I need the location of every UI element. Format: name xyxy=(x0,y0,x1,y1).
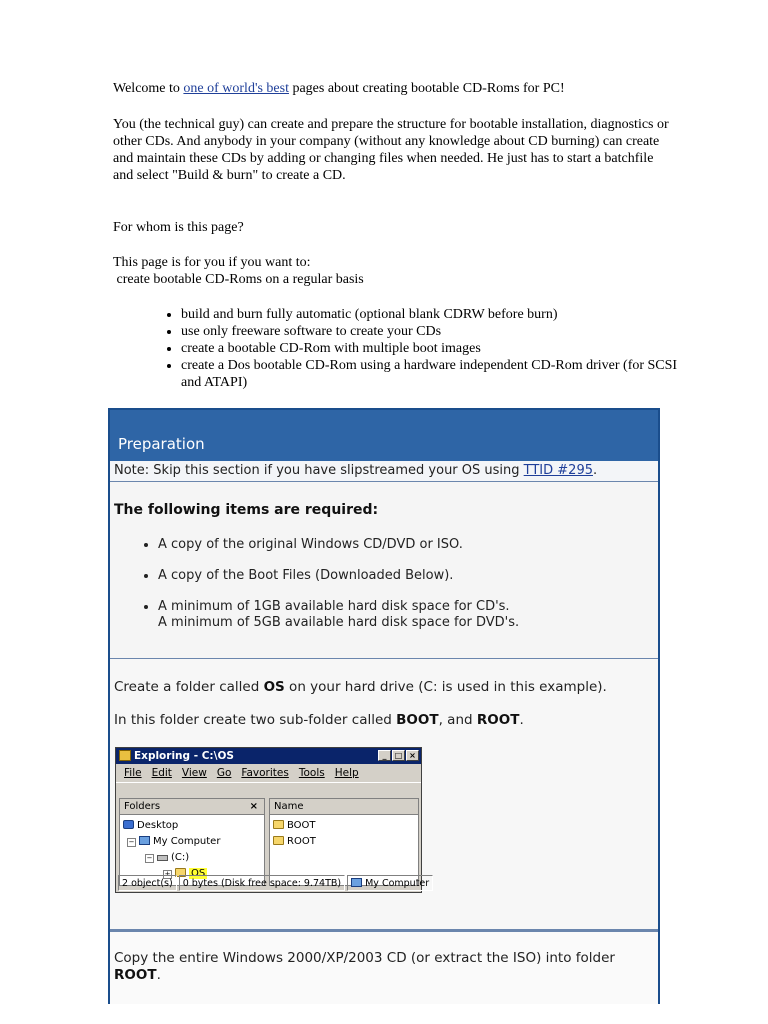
minimize-icon[interactable]: _ xyxy=(378,750,391,761)
copy-text xyxy=(114,950,654,984)
requirements-section xyxy=(110,482,658,659)
tree-item-drive-c[interactable] xyxy=(123,850,264,866)
copy-section xyxy=(110,930,658,1004)
list-item[interactable] xyxy=(273,818,418,834)
list-item: • create a Dos bootable CD-Rom using a hardware independent CD-Rom driver (for SCSI and ATAPI) xyxy=(181,357,681,391)
menu-edit[interactable]: Edit xyxy=(151,767,172,779)
preparation-title: Preparation xyxy=(110,410,658,461)
list-item xyxy=(158,599,598,631)
file-list xyxy=(270,815,418,850)
status-location xyxy=(347,875,433,891)
menu-tools[interactable]: Tools xyxy=(298,767,325,779)
list-item: • A copy of the original Windows CD/DVD or ISO. xyxy=(158,537,598,553)
intro-paragraph: You (the technical guy) can create and prepare the structure for bootable installation, diagnostics or other CDs. And anybody in your company (without any knowledge about CD burning) can create and maintain these CDs by adding or changing files when needed. He just has to start a batchfile and select "Build & burn" to create a CD. xyxy=(113,117,669,183)
tree-label: Desktop xyxy=(137,820,179,831)
for-you-line: This page is for you if you want to: xyxy=(113,255,311,270)
requirement-line: A minimum of 5GB available hard disk space for DVD's. xyxy=(158,615,520,630)
explorer-menubar xyxy=(116,764,421,783)
explorer-app-icon xyxy=(119,750,131,761)
status-objects: 2 object(s) xyxy=(118,875,177,891)
skip-note xyxy=(110,461,658,482)
menu-go[interactable]: Go xyxy=(216,767,232,779)
list-item: • use only freeware software to create your CDs xyxy=(181,323,681,340)
collapse-icon[interactable]: − xyxy=(128,838,135,846)
welcome-line xyxy=(113,80,673,97)
preparation-box xyxy=(108,408,660,1004)
feature-list xyxy=(142,306,681,391)
requirements-title: The following items are required: xyxy=(114,502,379,518)
text-segment: . xyxy=(519,712,524,728)
list-item[interactable] xyxy=(273,834,418,850)
subfolder-text xyxy=(114,712,654,729)
folder-tree xyxy=(120,815,264,882)
folder-icon xyxy=(273,820,284,829)
contents-pane xyxy=(269,798,419,886)
folder-section xyxy=(110,659,658,930)
menu-help[interactable]: Help xyxy=(334,767,359,779)
text-segment: on your hard drive (C: is used in this example). xyxy=(284,679,607,695)
menu-favorites[interactable]: Favorites xyxy=(241,767,289,779)
text-bold: ROOT xyxy=(476,712,520,728)
text-bold: OS xyxy=(263,679,285,695)
status-diskspace: 0 bytes (Disk free space: 9.74TB) xyxy=(179,875,345,891)
tree-label: OS xyxy=(191,868,206,879)
whom-heading: For whom is this page? xyxy=(113,220,244,235)
folders-header xyxy=(120,799,264,815)
status-bar xyxy=(118,875,430,891)
maximize-icon[interactable]: □ xyxy=(392,750,405,761)
list-item: • A copy of the Boot Files (Downloaded Below). xyxy=(158,568,598,584)
file-label: BOOT xyxy=(287,820,316,831)
best-pages-link[interactable]: one of world's best xyxy=(183,81,289,96)
list-item: • create a bootable CD-Rom with multiple boot images xyxy=(181,340,681,357)
requirements-list xyxy=(134,537,598,646)
welcome-suffix: pages about creating bootable CD-Roms for PC! xyxy=(288,81,565,96)
folders-pane xyxy=(119,798,265,886)
computer-icon xyxy=(139,836,150,845)
text-segment: . xyxy=(156,967,161,983)
list-item: • build and burn fully automatic (optional blank CDRW before burn) xyxy=(181,306,681,323)
menu-view[interactable]: View xyxy=(181,767,207,779)
tree-item-desktop[interactable] xyxy=(123,818,264,834)
tree-label: (C:) xyxy=(171,852,190,863)
explorer-titlebar xyxy=(116,748,421,764)
tree-label: My Computer xyxy=(153,836,221,847)
text-segment: In this folder create two sub-folder called xyxy=(114,712,397,728)
create-folder-text xyxy=(114,679,654,696)
text-segment: Create a folder called xyxy=(114,679,264,695)
tree-item-my-computer[interactable] xyxy=(123,834,264,850)
close-pane-icon[interactable]: × xyxy=(249,801,258,812)
text-segment: Copy the entire Windows 2000/XP/2003 CD (or extract the ISO) into folder xyxy=(114,950,615,966)
text-segment: , and xyxy=(438,712,477,728)
folder-icon xyxy=(273,836,284,845)
explorer-title: Exploring - C:\OS xyxy=(134,750,234,762)
note-suffix: . xyxy=(593,463,598,478)
computer-icon xyxy=(351,878,362,887)
expand-icon[interactable]: + xyxy=(164,870,171,878)
close-icon[interactable]: × xyxy=(406,750,419,761)
text-bold: ROOT xyxy=(114,967,157,983)
create-line: create bootable CD-Roms on a regular basis xyxy=(113,272,364,287)
note-prefix: Note: Skip this section if you have slipstreamed your OS using xyxy=(114,463,524,478)
requirement-line: A minimum of 1GB available hard disk space for CD's. xyxy=(158,599,510,614)
welcome-prefix: Welcome to xyxy=(113,81,184,96)
collapse-icon[interactable]: − xyxy=(146,854,153,862)
drive-icon xyxy=(157,855,168,861)
desktop-icon xyxy=(123,820,134,829)
folders-header-label: Folders xyxy=(124,801,161,812)
file-label: ROOT xyxy=(287,836,316,847)
menu-file[interactable]: File xyxy=(124,767,142,779)
ttid-link[interactable]: TTID #295 xyxy=(523,463,593,478)
name-column-header[interactable]: Name xyxy=(270,799,418,815)
status-location-label: My Computer xyxy=(365,878,430,889)
explorer-window xyxy=(115,747,430,893)
text-bold: BOOT xyxy=(396,712,439,728)
